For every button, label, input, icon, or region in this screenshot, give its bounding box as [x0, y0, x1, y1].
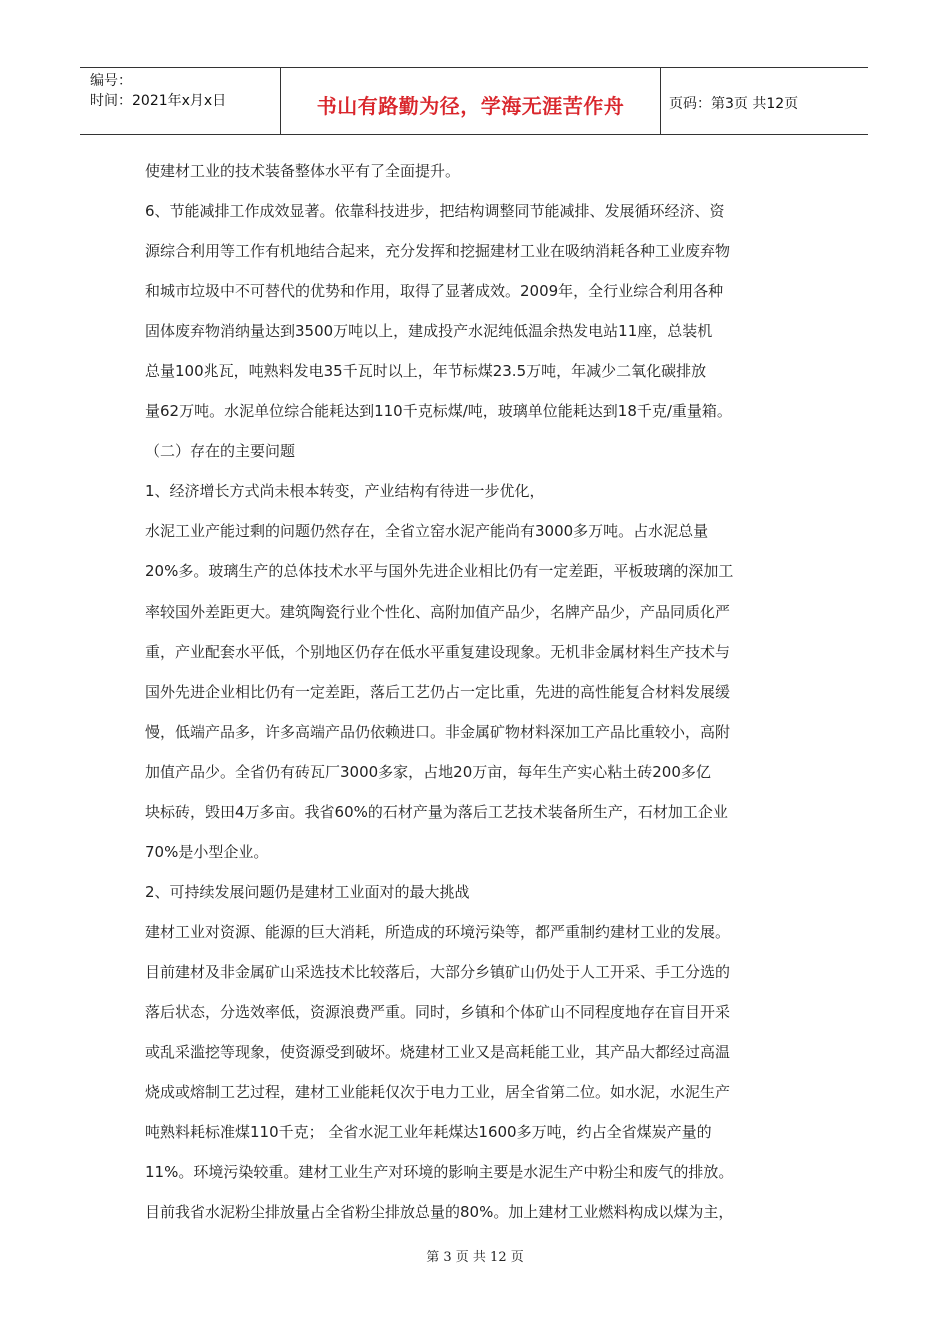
body-text-line: 量62万吨。水泥单位综合能耗达到110千克标煤/吨，玻璃单位能耗达到18千克/重量箱。 — [145, 402, 732, 421]
document-header — [80, 67, 868, 135]
header-meta-cell — [80, 68, 281, 134]
body-text-line: 固体废弃物消纳量达到3500万吨以上，建成投产水泥纯低温余热发电站11座，总装机 — [145, 322, 713, 341]
body-text-line: 20%多。玻璃生产的总体技术水平与国外先进企业相比仍有一定差距，平板玻璃的深加工 — [145, 562, 734, 581]
body-text-line: 使建材工业的技术装备整体水平有了全面提升。 — [145, 162, 461, 180]
body-text-line: 总量100兆瓦，吨熟料发电35千瓦时以上，年节标煤23.5万吨，年减少二氧化碳排放 — [145, 362, 707, 381]
body-text-line: 2、可持续发展问题仍是建材工业面对的最大挑战 — [145, 882, 470, 901]
body-text-line: 块标砖，毁田4万多亩。我省60%的石材产量为落后工艺技术装备所生产，石材加工企业 — [145, 802, 728, 821]
body-text-line: 重，产业配套水平低，个别地区仍存在低水平重复建设现象。无机非金属材料生产技术与 — [145, 642, 731, 661]
document-date-label: 时间：2021年x月x日 — [90, 93, 227, 109]
body-text-line: 或乱采滥挖等现象，使资源受到破坏。烧建材工业又是高耗能工业，其产品大都经过高温 — [145, 1043, 731, 1062]
body-text-line: 建材工业对资源、能源的巨大消耗，所造成的环境污染等，都严重制约建材工业的发展。 — [145, 922, 731, 941]
body-text-line: 目前建材及非金属矿山采选技术比较落后，大部分乡镇矿山仍处于人工开采、手工分选的 — [145, 962, 731, 981]
page-footer: 第 3 页 共 12 页 — [426, 1250, 524, 1265]
body-text-line: 烧成或熔制工艺过程，建材工业能耗仅次于电力工业，居全省第二位。如水泥，水泥生产 — [145, 1083, 731, 1102]
body-text-line: 70%是小型企业。 — [145, 842, 269, 861]
header-page-info: 页码：第3页 共12页 — [669, 96, 799, 112]
body-text-line: 慢，低端产品多，许多高端产品仍依赖进口。非金属矿物材料深加工产品比重较小，高附 — [145, 722, 731, 741]
body-text-line: 率较国外差距更大。建筑陶瓷行业个性化、高附加值产品少，名牌产品少，产品同质化严 — [145, 602, 731, 621]
body-text-line: 和城市垃圾中不可替代的优势和作用，取得了显著成效。2009年，全行业综合利用各种 — [145, 282, 724, 301]
body-text-line: 1、经济增长方式尚未根本转变，产业结构有待进一步优化， — [145, 482, 545, 501]
header-motto-cell — [281, 68, 661, 134]
body-text-line: 源综合利用等工作有机地结合起来，充分发挥和挖掘建材工业在吸纳消耗各种工业废弃物 — [145, 242, 731, 261]
body-text-line: （二）存在的主要问题 — [145, 442, 296, 461]
body-text-line: 吨熟料耗标准煤110千克； 全省水泥工业年耗煤达1600多万吨，约占全省煤炭产量的 — [145, 1123, 712, 1142]
body-text-line: 目前我省水泥粉尘排放量占全省粉尘排放总量的80%。加上建材工业燃料构成以煤为主， — [145, 1203, 734, 1222]
body-text-line: 水泥工业产能过剩的问题仍然存在，全省立窑水泥产能尚有3000多万吨。占水泥总量 — [145, 522, 709, 541]
body-text-line: 加值产品少。全省仍有砖瓦厂3000多家，占地20万亩，每年生产实心粘土砖200多亿 — [145, 762, 711, 781]
body-text-line: 6、节能减排工作成效显著。依靠科技进步，把结构调整同节能减排、发展循环经济、资 — [145, 202, 725, 221]
header-page-cell — [661, 68, 868, 134]
document-number-label: 编号： — [90, 73, 132, 89]
motto-text: 书山有路勤为径，学海无涯苦作舟 — [316, 93, 625, 118]
body-text-line: 国外先进企业相比仍有一定差距，落后工艺仍占一定比重，先进的高性能复合材料发展缓 — [145, 682, 731, 701]
body-text-line: 11%。环境污染较重。建材工业生产对环境的影响主要是水泥生产中粉尘和废气的排放。 — [145, 1163, 734, 1182]
body-text-line: 落后状态，分选效率低，资源浪费严重。同时，乡镇和个体矿山不同程度地存在盲目开采 — [145, 1002, 731, 1021]
document-body — [145, 151, 810, 1232]
